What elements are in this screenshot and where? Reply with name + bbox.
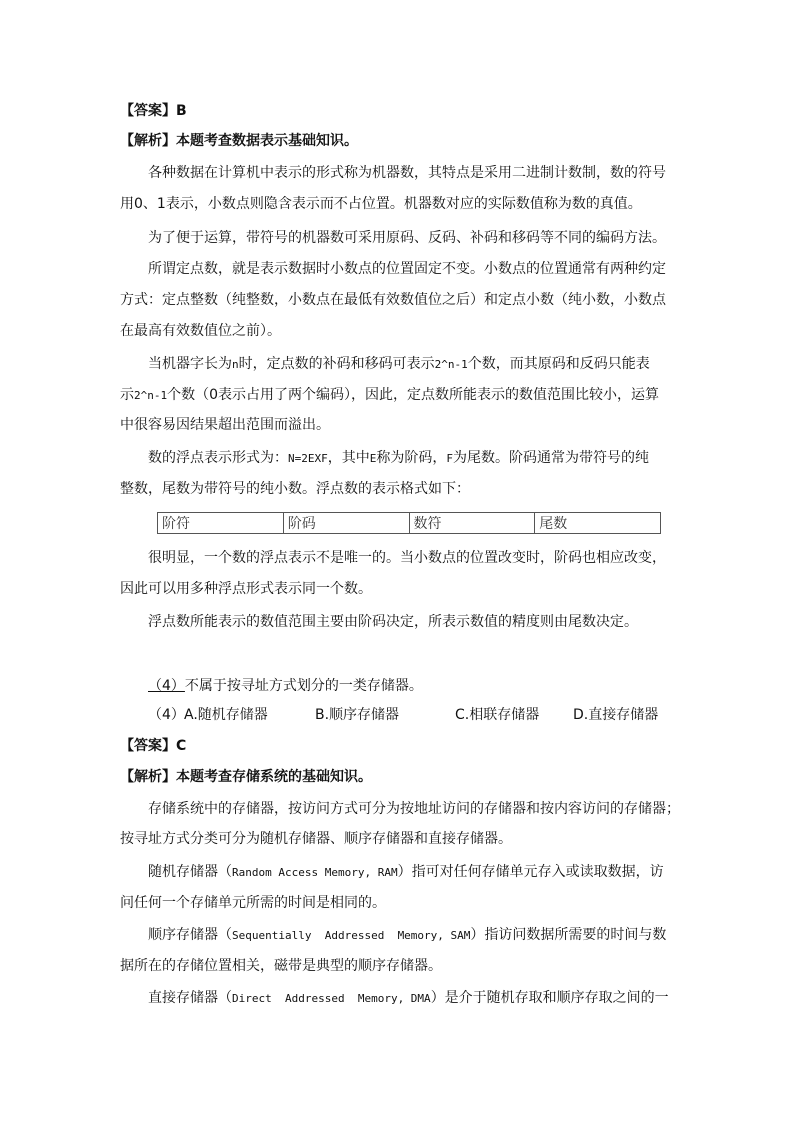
- analysis-title: 本题考查存储系统的基础知识。: [176, 769, 372, 785]
- text-span: Random Access Memory, RAM: [232, 866, 398, 879]
- option-c: C.相联存储器: [455, 707, 540, 723]
- text-span: ）指可对任何存储单元存入或读取数据，访: [397, 864, 664, 880]
- paragraph-line: [148, 925, 666, 946]
- paragraph-line: 按寻址方式分类可分为随机存储器、顺序存储器和直接存储器。: [120, 831, 512, 847]
- text-span: N=2EXF: [288, 452, 328, 465]
- analysis-line-1: [120, 131, 358, 151]
- text-span: 示: [120, 387, 134, 403]
- text-span: 顺序存储器（: [148, 927, 232, 943]
- answer-value: C: [176, 738, 187, 754]
- text-span: E: [369, 452, 377, 465]
- analysis-title: 本题考查数据表示基础知识。: [176, 133, 358, 149]
- answer-value: B: [176, 103, 187, 119]
- paragraph-line: 整数，尾数为带符号的纯小数。浮点数的表示格式如下：: [120, 481, 470, 497]
- answer-label: 【答案】: [120, 103, 176, 119]
- option-d: D.直接存储器: [573, 707, 659, 723]
- paragraph-line: 方式：定点整数（纯整数，小数点在最低有效数值位之后）和定点小数（纯小数，小数点: [120, 292, 666, 308]
- paragraph-line: 很明显，一个数的浮点表示不是唯一的。当小数点的位置改变时，阶码也相应改变，: [148, 550, 666, 566]
- question-blank: （4）: [148, 678, 185, 694]
- float-format-table: [157, 512, 661, 534]
- paragraph-line: 所谓定点数，就是表示数据时小数点的位置固定不变。小数点的位置通常有两种约定: [148, 261, 666, 277]
- paragraph-line: [148, 354, 650, 375]
- option-a: A.随机存储器: [184, 707, 268, 723]
- paragraph-line: 问任何一个存储单元所需的时间是相同的。: [120, 895, 386, 911]
- analysis-label: 【解析】: [120, 769, 176, 785]
- analysis-line-2: [120, 767, 372, 787]
- text-span: 为尾数。阶码通常为带符号的纯: [453, 450, 649, 466]
- table-cell: 尾数: [535, 513, 661, 534]
- paragraph-line: 据所在的存储位置相关，磁带是典型的顺序存储器。: [120, 958, 442, 974]
- text-span: 个数，而其原码和反码只能表: [467, 356, 650, 372]
- paragraph-line: 浮点数所能表示的数值范围主要由阶码决定，所表示数值的精度则由尾数决定。: [148, 614, 638, 630]
- paragraph-line: 各种数据在计算机中表示的形式称为机器数，其特点是采用二进制计数制，数的符号: [148, 165, 666, 181]
- paragraph-line: 中很容易因结果超出范围而溢出。: [120, 417, 330, 433]
- table-cell: 阶码: [283, 513, 409, 534]
- analysis-label: 【解析】: [120, 133, 176, 149]
- text-span: n: [232, 358, 239, 371]
- question-number: （4）: [148, 707, 185, 723]
- paragraph-line: 存储系统中的存储器，按访问方式可分为按地址访问的存储器和按内容访问的存储器；: [148, 801, 680, 817]
- text-span: ）指访问数据所需要的时间与数: [470, 927, 667, 943]
- text-span: Direct Addressed Memory, DMA: [232, 992, 431, 1005]
- text-span: 随机存储器（: [148, 864, 232, 880]
- text-span: 当机器字长为: [148, 356, 232, 372]
- text-span: 数的浮点表示形式为：: [148, 450, 288, 466]
- table-cell: 数符: [409, 513, 535, 534]
- answer-line-2: [120, 736, 186, 756]
- text-span: ，其中: [327, 450, 370, 466]
- question-options: [148, 705, 658, 725]
- paragraph-line: 为了便于运算，带符号的机器数可采用原码、反码、补码和移码等不同的编码方法。: [148, 230, 666, 246]
- paragraph-line: 在最高有效数值位之前）。: [120, 323, 281, 339]
- paragraph-line: [148, 448, 649, 469]
- text-span: F: [446, 452, 453, 465]
- paragraph-line: 因此可以用多种浮点形式表示同一个数。: [120, 581, 372, 597]
- paragraph-line: [120, 385, 659, 406]
- paragraph-line: 用0、1表示，小数点则隐含表示而不占位置。机器数对应的实际数值称为数的真值。: [120, 196, 642, 212]
- text-span: 2^n-1: [434, 358, 468, 371]
- paragraph-line: [148, 988, 669, 1009]
- question-text: 不属于按寻址方式划分的一类存储器。: [184, 678, 423, 694]
- answer-label: 【答案】: [120, 738, 176, 754]
- text-span: 称为阶码，: [376, 450, 447, 466]
- text-span: 2^n-1: [134, 389, 168, 402]
- text-span: ）是介于随机存取和顺序存取之间的一: [430, 990, 669, 1006]
- paragraph-line: [148, 862, 664, 883]
- question-stem: [148, 676, 423, 696]
- table-row: [158, 513, 661, 534]
- text-span: 个数（0表示占用了两个编码），因此，定点数所能表示的数值范围比较小，运算: [167, 387, 660, 403]
- text-span: 直接存储器（: [148, 990, 232, 1006]
- text-span: 时，定点数的补码和移码可表示: [238, 356, 435, 372]
- table-cell: 阶符: [158, 513, 284, 534]
- answer-line-1: [120, 101, 187, 121]
- option-b: B.顺序存储器: [315, 707, 400, 723]
- text-span: Sequentially Addressed Memory, SAM: [232, 929, 471, 942]
